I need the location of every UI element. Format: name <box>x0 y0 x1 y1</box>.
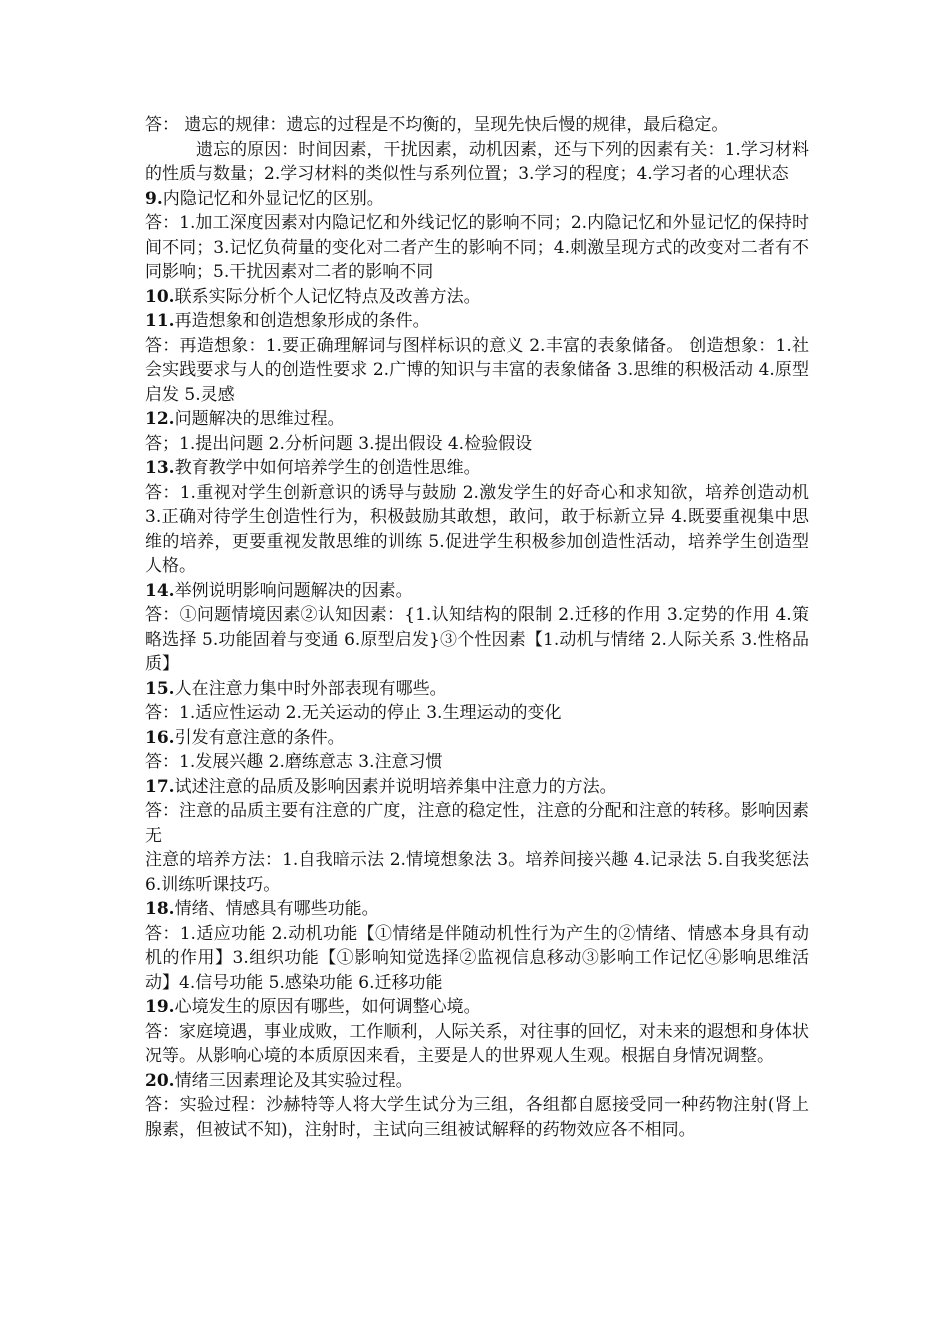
question-16 <box>145 726 809 751</box>
question-number: 13. <box>145 458 175 478</box>
question-18 <box>145 897 809 922</box>
question-number: 16. <box>145 727 175 748</box>
answer-11: 答：再造想象：1.要正确理解词与图样标识的意义 2.丰富的表象储备。 创造想象：1.社会实践要求与人的创造性要求 2.广博的知识与丰富的表象储备 3.思维的积极活动 4.原型启发 5.灵感 <box>145 335 809 405</box>
question-text: 心境发生的原因有哪些，如何调整心境。 <box>174 997 481 1017</box>
answer-20: 答：实验过程：沙赫特等人将大学生试分为三组，各组都自愿接受同一种药物注射(肾上腺素，但被试不知)，注射时，主试向三组被试解释的药物效应各不相同。 <box>145 1095 809 1140</box>
question-text: 引发有意注意的条件。 <box>174 727 345 748</box>
question-text: 试述注意的品质及影响因素并说明培养集中注意力的方法。 <box>174 776 617 797</box>
answer-14: 答：①问题情境因素②认知因素：{1.认知结构的限制 2.迁移的作用 3.定势的作用 4.策略选择 5.功能固着与变通 6.原型启发}③个性因素【1.动机与情绪 2.人际关系 3.性格品质】 <box>145 605 809 674</box>
question-text: 内隐记忆和外显记忆的区别。 <box>162 188 384 209</box>
answer-17-methods: 注意的培养方法：1.自我暗示法 2.情境想象法 3。培养间接兴趣 4.记录法 5.自我奖惩法 6.训练听课技巧。 <box>145 850 809 895</box>
question-number: 19. <box>145 997 175 1017</box>
question-text: 情绪、情感具有哪些功能。 <box>174 899 379 919</box>
question-17 <box>145 775 809 800</box>
question-number: 20. <box>145 1070 175 1091</box>
answer-17-qualities: 答：注意的品质主要有注意的广度，注意的稳定性，注意的分配和注意的转移。影响因素无 <box>145 801 809 846</box>
answer-19: 答：家庭境遇，事业成败，工作顺利，人际关系，对往事的回忆，对未来的遐想和身体状况等。从影响心境的本质原因来看，主要是人的世界观人生观。根据自身情况调整。 <box>145 1021 809 1066</box>
question-20 <box>145 1069 809 1094</box>
answer-forgetting-law: 答： 遗忘的规律：遗忘的过程是不均衡的，呈现先快后慢的规律，最后稳定。 <box>145 115 729 135</box>
question-text: 举例说明影响问题解决的因素。 <box>174 580 413 601</box>
question-text: 再造想象和创造想象形成的条件。 <box>174 311 430 331</box>
answer-15: 答：1.适应性运动 2.无关运动的停止 3.生理运动的变化 <box>145 703 562 723</box>
answer-18: 答：1.适应功能 2.动机功能【①情绪是伴随动机性行为产生的②情绪、情感本身具有动机的作用】3.组织功能【①影响知觉选择②监视信息移动③影响工作记忆④影响思维活动】4.信号功能 5.感染功能 6.迁移功能 <box>145 923 809 993</box>
question-text: 教育教学中如何培养学生的创造性思维。 <box>174 458 481 478</box>
question-text: 人在注意力集中时外部表现有哪些。 <box>174 678 447 699</box>
question-number: 14. <box>145 580 175 601</box>
question-10 <box>145 285 809 310</box>
question-19 <box>145 995 809 1020</box>
question-number: 18. <box>145 899 175 919</box>
answer-16: 答：1.发展兴趣 2.磨练意志 3.注意习惯 <box>145 752 443 772</box>
question-11 <box>145 309 809 334</box>
question-text: 问题解决的思维过程。 <box>174 409 345 429</box>
answer-forgetting-causes: 遗忘的原因：时间因素，干扰因素，动机因素，还与下列的因素有关：1.学习材料的性质与数量；2.学习材料的类似性与系列位置；3.学习的程度；4.学习者的心理状态 <box>145 139 809 184</box>
answer-9: 答：1.加工深度因素对内隐记忆和外线记忆的影响不同；2.内隐记忆和外显记忆的保持时间不同；3.记忆负荷量的变化对二者产生的影响不同；4.刺激呈现方式的改变对二者有不同影响；5.干扰因素对二者的影响不同 <box>145 213 809 282</box>
question-number: 15. <box>145 678 175 699</box>
question-15 <box>145 677 809 702</box>
question-number: 11. <box>145 311 175 331</box>
question-number: 10. <box>145 286 175 307</box>
question-number: 12. <box>145 409 175 429</box>
question-14 <box>145 579 809 604</box>
question-number: 17. <box>145 776 175 797</box>
question-9 <box>145 187 809 212</box>
question-text: 联系实际分析个人记忆特点及改善方法。 <box>174 286 481 307</box>
document-body <box>145 113 809 1142</box>
question-number: 9. <box>145 188 163 209</box>
question-13 <box>145 456 809 481</box>
answer-12: 答；1.提出问题 2.分析问题 3.提出假设 4.检验假设 <box>145 433 533 454</box>
answer-13: 答：1.重视对学生创新意识的诱导与鼓励 2.激发学生的好奇心和求知欲，培养创造动机 3.正确对待学生创造性行为，积极鼓励其敢想，敢问，敢于标新立异 4.既要重视集中思维的培养，更要重视发散思维的训练 5.促进学生积极参加创造性活动，培养学生创造型人格。 <box>145 482 809 576</box>
question-12 <box>145 407 809 432</box>
question-text: 情绪三因素理论及其实验过程。 <box>174 1070 413 1091</box>
